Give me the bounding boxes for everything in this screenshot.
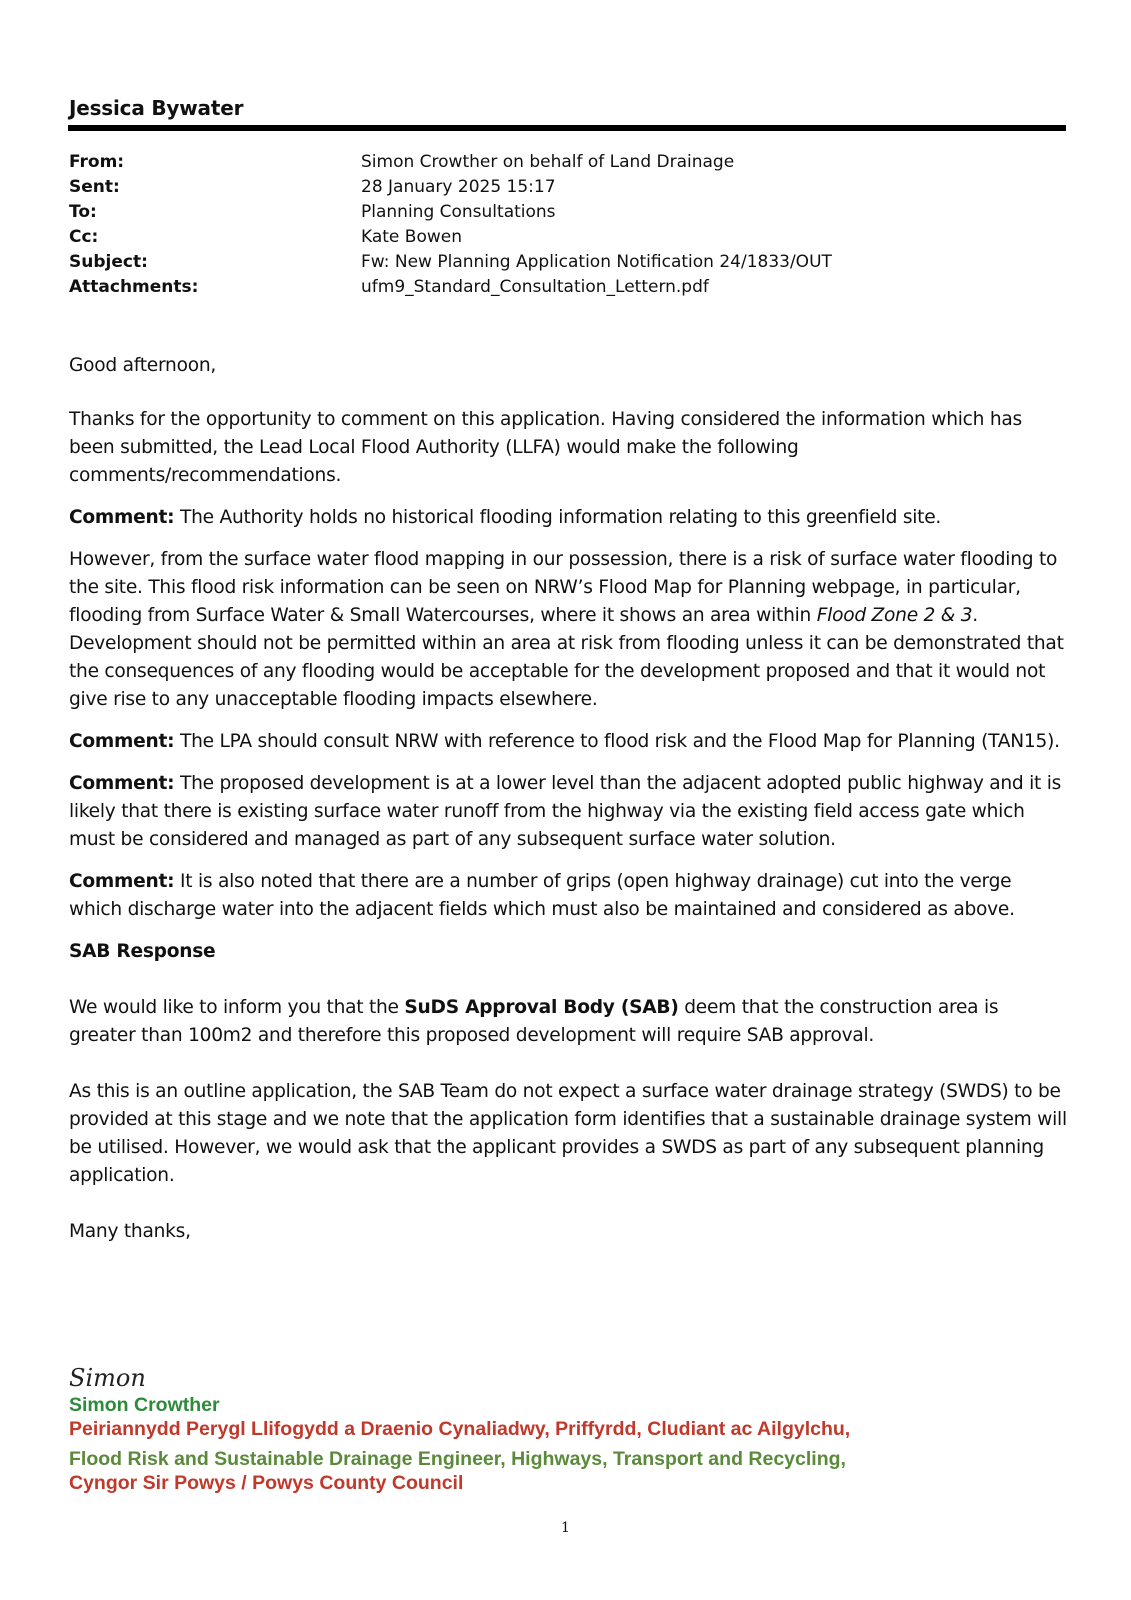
- signature-english-title: Flood Risk and Sustainable Drainage Engineer, Highways, Transport and Recycling,: [69, 1448, 846, 1470]
- comment-text: It is also noted that there are a number of grips (open highway drainage) cut into the verge which discharge water into the adjacent fields which must also be maintained and considered as above.: [69, 871, 1015, 920]
- signature-name: Simon Crowther: [69, 1394, 220, 1416]
- header-value-cc: Kate Bowen: [361, 227, 462, 247]
- comment-label: Comment:: [69, 731, 175, 752]
- sab-text-b: deem that the construction area is greater than 100m2 and therefore this proposed development will require SAB approval.: [69, 997, 999, 1046]
- flood-risk-paragraph: [69, 546, 1069, 714]
- comment-paragraph-3: [69, 770, 1069, 854]
- comment-label: Comment:: [69, 773, 175, 794]
- header-row-sent: [69, 175, 832, 200]
- header-label: Sent:: [69, 177, 120, 197]
- greeting: Good afternoon,: [69, 355, 217, 376]
- signature-welsh-title: Peiriannydd Perygl Llifogydd a Draenio Cynaliadwy, Priffyrdd, Cludiant ac Ailgylchu,: [69, 1418, 851, 1440]
- comment-text: The Authority holds no historical flooding information relating to this greenfield site.: [174, 507, 942, 528]
- email-header-fields: [69, 150, 832, 300]
- header-value-to: Planning Consultations: [361, 202, 556, 222]
- comment-paragraph-2: [69, 728, 1069, 756]
- comment-label: Comment:: [69, 871, 175, 892]
- intro-paragraph: Thanks for the opportunity to comment on this application. Having considered the information which has been submitted, the Lead Local Flood Authority (LLFA) would make the following comments/recommendations.: [69, 409, 1022, 486]
- closing: Many thanks,: [69, 1221, 191, 1242]
- comment-text: The proposed development is at a lower level than the adjacent adopted public highway and it is likely that there is existing surface water runoff from the highway via the existing field access gate which must be considered and managed as part of any subsequent surface water solution.: [69, 773, 1062, 850]
- comment-text: The LPA should consult NRW with reference to flood risk and the Flood Map for Planning (TAN15).: [174, 731, 1060, 752]
- header-label: Subject:: [69, 252, 148, 272]
- sab-paragraph-2: As this is an outline application, the SAB Team do not expect a surface water drainage strategy (SWDS) to be provided at this stage and we note that the application form identifies that a sustainable drainage system will be utilised. However, we would ask that the applicant provides a SWDS as part of any subsequent planning application.: [69, 1081, 1067, 1186]
- header-value-sent: 28 January 2025 15:17: [361, 177, 556, 197]
- header-rule: [68, 125, 1066, 131]
- header-label: Cc:: [69, 227, 99, 247]
- header-label: To:: [69, 202, 97, 222]
- sab-heading: SAB Response: [69, 941, 216, 962]
- sab-text-a: We would like to inform you that the: [69, 997, 405, 1018]
- mailbox-owner-name: Jessica Bywater: [69, 96, 244, 120]
- signature-council: Cyngor Sir Powys / Powys County Council: [69, 1472, 464, 1494]
- flood-text-b: . Development should not be permitted within an area at risk from flooding unless it can be demonstrated that the consequences of any flooding would be acceptable for the development proposed and that it would not give rise to any unacceptable flooding impacts elsewhere.: [69, 605, 1064, 710]
- header-label: Attachments:: [69, 277, 199, 297]
- header-value-subject: Fw: New Planning Application Notification 24/1833/OUT: [361, 252, 832, 272]
- page-number: 1: [561, 1520, 570, 1536]
- handwritten-signature: Simon: [69, 1364, 146, 1392]
- header-row-attachments: [69, 275, 832, 300]
- header-row-cc: [69, 225, 832, 250]
- comment-label: Comment:: [69, 507, 175, 528]
- header-row-to: [69, 200, 832, 225]
- flood-zone-text: Flood Zone 2 & 3: [816, 605, 973, 626]
- header-row-from: [69, 150, 832, 175]
- header-row-subject: [69, 250, 832, 275]
- sab-paragraph-1: [69, 994, 1069, 1050]
- comment-paragraph-4: [69, 868, 1069, 924]
- email-body: [69, 352, 1069, 1246]
- header-value-attachment: ufm9_Standard_Consultation_Lettern.pdf: [361, 277, 709, 297]
- sab-body-name: SuDS Approval Body (SAB): [404, 997, 679, 1018]
- header-label: From:: [69, 152, 125, 172]
- header-value-from: Simon Crowther on behalf of Land Drainage: [361, 152, 735, 172]
- email-signature: [69, 1363, 850, 1495]
- flood-text-a: However, from the surface water flood mapping in our possession, there is a risk of surface water flooding to the site. This flood risk information can be seen on NRW’s Flood Map for Planning webpage, in particular, flooding from Surface Water & Small Watercourses, where it shows an area within: [69, 549, 1058, 626]
- comment-paragraph-1: [69, 504, 1069, 532]
